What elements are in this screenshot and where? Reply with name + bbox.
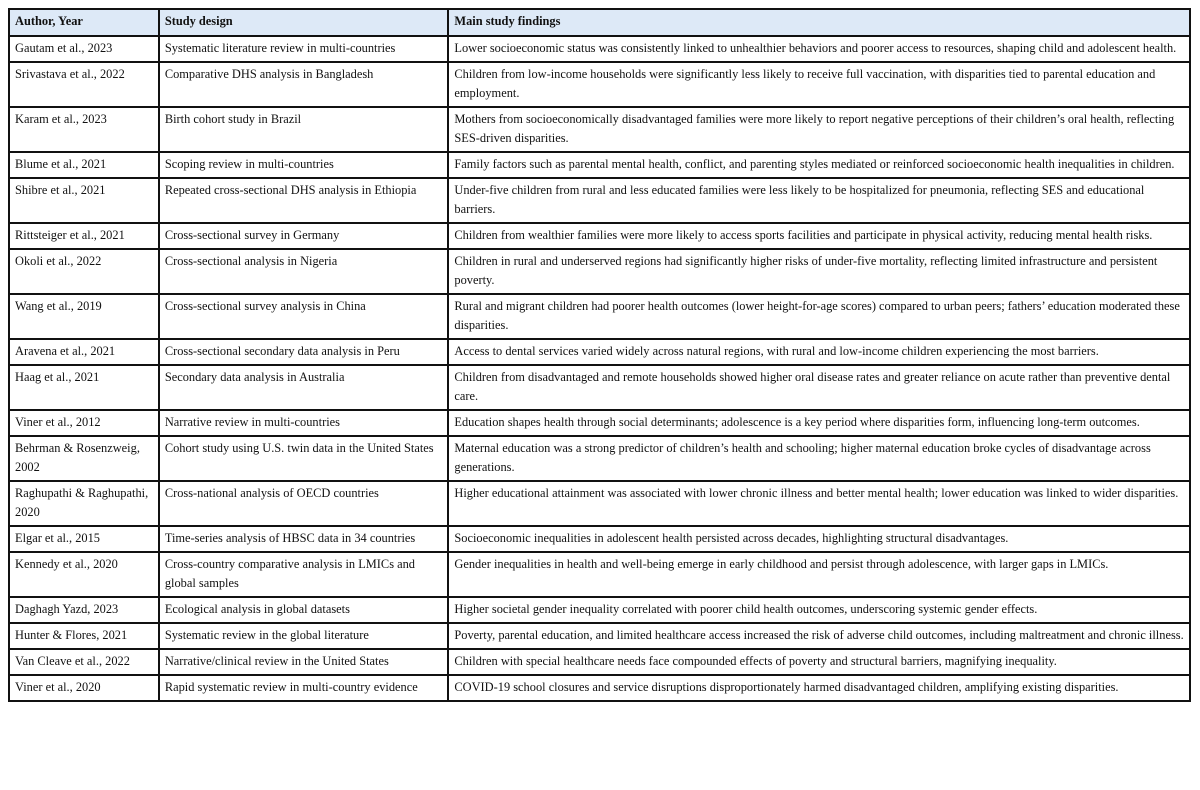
cell-study-design: Cross-sectional survey in Germany bbox=[159, 223, 449, 249]
cell-study-design: Repeated cross-sectional DHS analysis in Ethiopia bbox=[159, 178, 449, 223]
cell-study-design: Time-series analysis of HBSC data in 34 countries bbox=[159, 526, 449, 552]
cell-main-findings: COVID-19 school closures and service disruptions disproportionately harmed disadvantaged children, amplifying existing disparities. bbox=[448, 675, 1190, 701]
table-row bbox=[9, 249, 1190, 294]
table-row bbox=[9, 178, 1190, 223]
cell-study-design: Rapid systematic review in multi-country evidence bbox=[159, 675, 449, 701]
cell-main-findings: Socioeconomic inequalities in adolescent health persisted across decades, highlighting structural disadvantages. bbox=[448, 526, 1190, 552]
cell-author-year: Aravena et al., 2021 bbox=[9, 339, 159, 365]
cell-author-year: Rittsteiger et al., 2021 bbox=[9, 223, 159, 249]
header-study-design: Study design bbox=[159, 9, 449, 36]
cell-main-findings: Maternal education was a strong predictor of children’s health and schooling; higher maternal education broke cycles of disadvantage across generations. bbox=[448, 436, 1190, 481]
cell-author-year: Daghagh Yazd, 2023 bbox=[9, 597, 159, 623]
cell-study-design: Secondary data analysis in Australia bbox=[159, 365, 449, 410]
cell-author-year: Hunter & Flores, 2021 bbox=[9, 623, 159, 649]
cell-main-findings: Mothers from socioeconomically disadvantaged families were more likely to report negative perceptions of their children’s oral health, reflecting SES-driven disparities. bbox=[448, 107, 1190, 152]
table-row bbox=[9, 436, 1190, 481]
cell-study-design: Narrative review in multi-countries bbox=[159, 410, 449, 436]
cell-main-findings: Access to dental services varied widely across natural regions, with rural and low-income children experiencing the most barriers. bbox=[448, 339, 1190, 365]
cell-author-year: Raghupathi & Raghupathi, 2020 bbox=[9, 481, 159, 526]
header-main-findings: Main study findings bbox=[448, 9, 1190, 36]
cell-study-design: Systematic literature review in multi-countries bbox=[159, 36, 449, 62]
cell-study-design: Cross-sectional analysis in Nigeria bbox=[159, 249, 449, 294]
cell-main-findings: Rural and migrant children had poorer health outcomes (lower height-for-age scores) compared to urban peers; fathers’ education moderated these disparities. bbox=[448, 294, 1190, 339]
cell-main-findings: Higher educational attainment was associated with lower chronic illness and better mental health; lower education was linked to wider disparities. bbox=[448, 481, 1190, 526]
cell-study-design: Ecological analysis in global datasets bbox=[159, 597, 449, 623]
cell-study-design: Cross-national analysis of OECD countries bbox=[159, 481, 449, 526]
cell-author-year: Behrman & Rosenzweig, 2002 bbox=[9, 436, 159, 481]
table-row bbox=[9, 675, 1190, 701]
table-row bbox=[9, 410, 1190, 436]
cell-study-design: Cohort study using U.S. twin data in the United States bbox=[159, 436, 449, 481]
cell-study-design: Birth cohort study in Brazil bbox=[159, 107, 449, 152]
table-row bbox=[9, 62, 1190, 107]
table-row bbox=[9, 107, 1190, 152]
cell-author-year: Shibre et al., 2021 bbox=[9, 178, 159, 223]
cell-author-year: Elgar et al., 2015 bbox=[9, 526, 159, 552]
cell-author-year: Haag et al., 2021 bbox=[9, 365, 159, 410]
table-row bbox=[9, 365, 1190, 410]
header-row bbox=[9, 9, 1190, 36]
cell-main-findings: Children from low-income households were significantly less likely to receive full vaccination, with disparities tied to parental education and employment. bbox=[448, 62, 1190, 107]
table-row bbox=[9, 223, 1190, 249]
cell-main-findings: Children from disadvantaged and remote households showed higher oral disease rates and greater reliance on acute rather than preventive dental care. bbox=[448, 365, 1190, 410]
cell-author-year: Kennedy et al., 2020 bbox=[9, 552, 159, 597]
table-row bbox=[9, 339, 1190, 365]
cell-main-findings: Children from wealthier families were more likely to access sports facilities and participate in physical activity, reducing mental health risks. bbox=[448, 223, 1190, 249]
table-row bbox=[9, 294, 1190, 339]
table-row bbox=[9, 481, 1190, 526]
studies-table bbox=[8, 8, 1191, 702]
cell-author-year: Karam et al., 2023 bbox=[9, 107, 159, 152]
cell-author-year: Van Cleave et al., 2022 bbox=[9, 649, 159, 675]
cell-author-year: Gautam et al., 2023 bbox=[9, 36, 159, 62]
cell-study-design: Narrative/clinical review in the United States bbox=[159, 649, 449, 675]
cell-author-year: Srivastava et al., 2022 bbox=[9, 62, 159, 107]
table-row bbox=[9, 36, 1190, 62]
cell-author-year: Viner et al., 2020 bbox=[9, 675, 159, 701]
cell-main-findings: Higher societal gender inequality correlated with poorer child health outcomes, underscoring systemic gender effects. bbox=[448, 597, 1190, 623]
cell-main-findings: Family factors such as parental mental health, conflict, and parenting styles mediated or reinforced socioeconomic health inequalities in children. bbox=[448, 152, 1190, 178]
table-row bbox=[9, 552, 1190, 597]
table-row bbox=[9, 597, 1190, 623]
cell-study-design: Cross-sectional survey analysis in China bbox=[159, 294, 449, 339]
cell-author-year: Wang et al., 2019 bbox=[9, 294, 159, 339]
cell-main-findings: Education shapes health through social determinants; adolescence is a key period where disparities form, influencing long-term outcomes. bbox=[448, 410, 1190, 436]
cell-study-design: Scoping review in multi-countries bbox=[159, 152, 449, 178]
cell-main-findings: Children in rural and underserved regions had significantly higher risks of under-five mortality, reflecting limited infrastructure and persistent poverty. bbox=[448, 249, 1190, 294]
cell-main-findings: Poverty, parental education, and limited healthcare access increased the risk of adverse child outcomes, including maltreatment and chronic illness. bbox=[448, 623, 1190, 649]
cell-study-design: Cross-sectional secondary data analysis in Peru bbox=[159, 339, 449, 365]
cell-author-year: Viner et al., 2012 bbox=[9, 410, 159, 436]
table-row bbox=[9, 623, 1190, 649]
cell-main-findings: Gender inequalities in health and well-being emerge in early childhood and persist through adolescence, with larger gaps in LMICs. bbox=[448, 552, 1190, 597]
cell-author-year: Blume et al., 2021 bbox=[9, 152, 159, 178]
header-author-year: Author, Year bbox=[9, 9, 159, 36]
cell-study-design: Comparative DHS analysis in Bangladesh bbox=[159, 62, 449, 107]
table-row bbox=[9, 649, 1190, 675]
cell-main-findings: Under-five children from rural and less educated families were less likely to be hospitalized for pneumonia, reflecting SES and educational barriers. bbox=[448, 178, 1190, 223]
cell-author-year: Okoli et al., 2022 bbox=[9, 249, 159, 294]
table-row bbox=[9, 526, 1190, 552]
cell-main-findings: Lower socioeconomic status was consistently linked to unhealthier behaviors and poorer access to resources, shaping child and adolescent health. bbox=[448, 36, 1190, 62]
cell-main-findings: Children with special healthcare needs face compounded effects of poverty and structural barriers, magnifying inequality. bbox=[448, 649, 1190, 675]
table-row bbox=[9, 152, 1190, 178]
cell-study-design: Cross-country comparative analysis in LMICs and global samples bbox=[159, 552, 449, 597]
cell-study-design: Systematic review in the global literature bbox=[159, 623, 449, 649]
